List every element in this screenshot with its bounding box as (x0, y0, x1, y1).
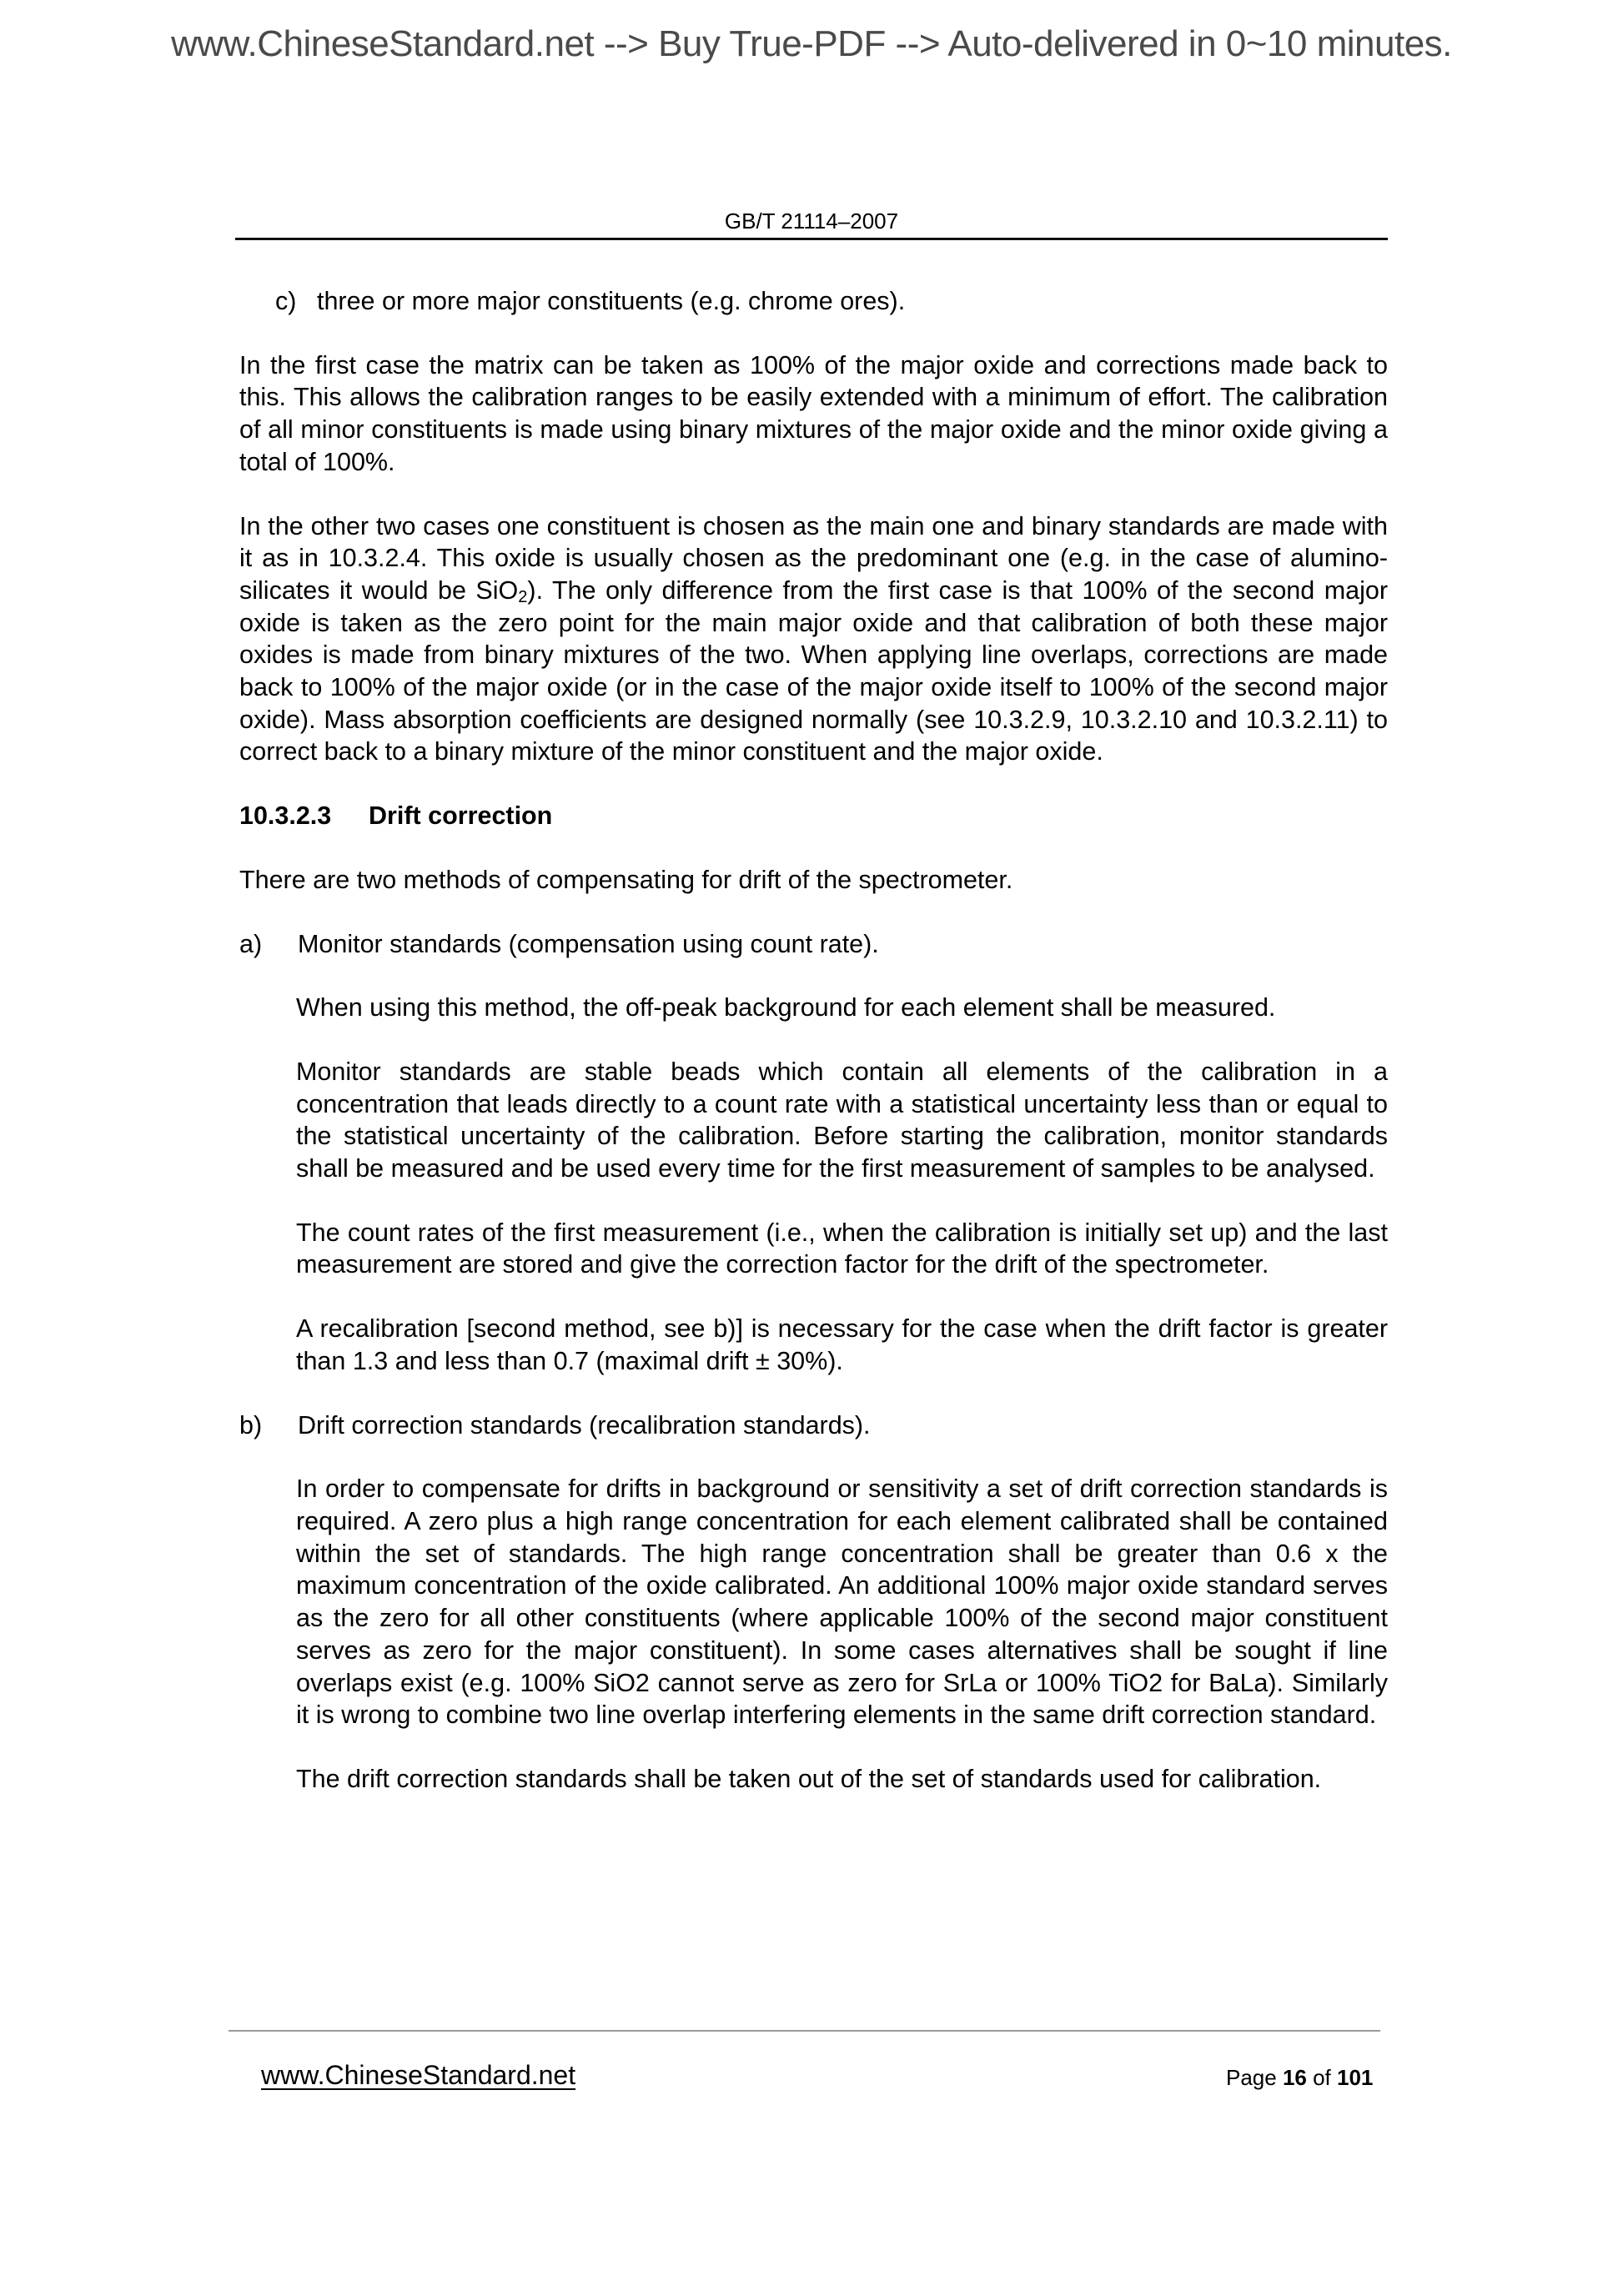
paragraph: The count rates of the first measurement (i.e., when the calibration is initially set up) and the last measurement are stored and give the correction factor for the drift of the spectrometer. (296, 1218, 1388, 1279)
list-item-text: three or more major constituents (e.g. chrome ores). (317, 287, 906, 315)
page-content (239, 285, 1388, 1796)
total-pages: 101 (1337, 2065, 1374, 2090)
paragraph: In order to compensate for drifts in background or sensitivity a set of drift correction standards is required. A zero plus a high range concentration for each element calibrated shall be contained within the set of standards. The high range concentration shall be greater than 0.6 x the maximum concentration of the oxide calibrated. An additional 100% major oxide standard serves as the zero for all other constituents (where applicable 100% of the second major constituent serves as zero for the major constituent). In some cases alternatives shall be sought if line overlaps exist (e.g. 100% SiO2 cannot serve as zero for SrLa or 100% TiO2 for BaLa). Similarly it is wrong to combine two line overlap interfering elements in the same drift correction standard. (296, 1475, 1388, 1730)
list-item-text: Monitor standards (compensation using count rate). (298, 929, 879, 958)
intro-paragraph: There are two methods of compensating for drift of the spectrometer. (239, 865, 1013, 894)
list-item-a (239, 928, 1388, 961)
section-number: 10.3.2.3 (239, 801, 332, 831)
paragraph: Monitor standards are stable beads which contain all elements of the calibration in a concentration that leads directly to a count rate with a statistical uncertainty less than or equal to the statistical uncertainty of the calibration. Before starting the calibration, monitor standards shall be measured and be used every time for the first measurement of samples to be analysed. (296, 1057, 1388, 1183)
list-marker: c) (275, 287, 297, 315)
section-heading (239, 800, 1388, 832)
current-page: 16 (1282, 2065, 1307, 2090)
list-item-c (239, 285, 1388, 318)
section-title: Drift correction (369, 801, 553, 831)
document-code: GB/T 21114–2007 (724, 208, 899, 234)
page-number: Page 16 of 101 (1226, 2065, 1374, 2090)
header-rule (235, 238, 1388, 240)
list-item-a-body (239, 992, 1388, 1377)
paragraph-first-case: In the first case the matrix can be taken as 100% of the major oxide and corrections made back to this. This allows the calibration ranges to be easily extended with a minimum of effort. The calibration of all minor constituents is made using binary mixtures of the major oxide and the minor oxide giving a total of 100%. (239, 350, 1388, 476)
list-item-b-body (239, 1473, 1388, 1795)
promo-banner: www.ChineseStandard.net --> Buy True-PDF --> Auto-delivered in 0~10 minutes. (171, 23, 1452, 64)
paragraph: A recalibration [second method, see b)] is necessary for the case when the drift factor is greater than 1.3 and less than 0.7 (maximal drift ± 30%). (296, 1314, 1388, 1375)
paragraph: When using this method, the off-peak background for each element shall be measured. (296, 993, 1276, 1022)
list-marker: b) (239, 1410, 263, 1439)
paragraph: The drift correction standards shall be taken out of the set of standards used for calibration. (296, 1764, 1322, 1793)
list-item-b (239, 1409, 1388, 1442)
paragraph-other-cases: In the other two cases one constituent is chosen as the main one and binary standards are made with it as in 10.3.2.4. This oxide is usually chosen as the predominant one (e.g. in the case of alumino-silicates it would be SiO$_2$). The only difference from the first case is that 100% of the second major oxide is taken as the zero point for the main major oxide and that calibration of both these major oxides is made from binary mixtures of the two. When applying line overlaps, corrections are made back to 100% of the major oxide (or in the case of the major oxide itself to 100% of the second major oxide). Mass absorption coefficients are designed normally (see 10.3.2.9, 10.3.2.10 and 10.3.2.11) to correct back to a binary mixture of the minor constituent and the major oxide. (239, 511, 1388, 766)
footer-website-link[interactable]: www.ChineseStandard.net (261, 2060, 576, 2090)
subscript: 2 (518, 587, 528, 606)
list-marker: a) (239, 929, 263, 958)
footer-rule (229, 2030, 1380, 2032)
list-item-text: Drift correction standards (recalibration standards). (298, 1410, 871, 1439)
